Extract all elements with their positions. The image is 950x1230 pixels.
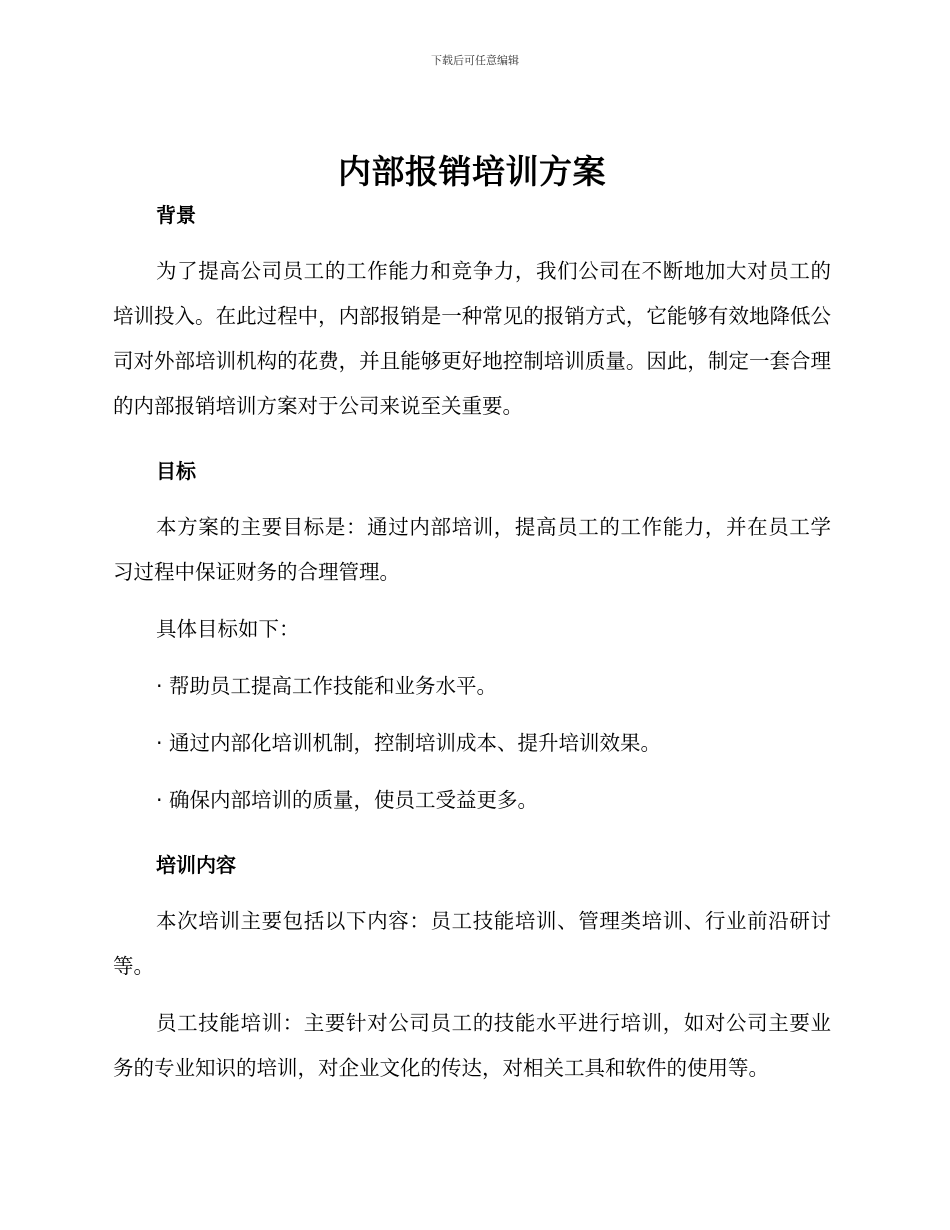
section-heading-goals: 目标 — [156, 459, 196, 483]
training-content-paragraph: 本次培训主要包括以下内容：员工技能培训、管理类培训、行业前沿研讨等。 — [113, 909, 831, 978]
header-note: 下载后可任意编辑 — [431, 54, 519, 67]
background-paragraph: 为了提高公司员工的工作能力和竞争力，我们公司在不断地加大对员工的培训投入。在此过程中，内部报销是一种常见的报销方式，它能够有效地降低公司对外部培训机构的花费，并且能够更好地控制培训质量。因此，制定一套合理的内部报销培训方案对于公司来说至关重要。 — [113, 259, 831, 418]
section-heading-background: 背景 — [156, 203, 196, 227]
document-title: 内部报销培训方案 — [338, 152, 606, 191]
goals-paragraph: 本方案的主要目标是：通过内部培训，提高员工的工作能力，并在员工学习过程中保证财务的合理管理。 — [113, 515, 831, 584]
skills-training-paragraph: 员工技能培训：主要针对公司员工的技能水平进行培训，如对公司主要业务的专业知识的培训，对企业文化的传达，对相关工具和软件的使用等。 — [113, 1011, 831, 1080]
goals-intro: 具体目标如下： — [156, 617, 300, 641]
goal-item: · 确保内部培训的质量，使员工受益更多。 — [156, 788, 539, 812]
goal-item: · 通过内部化培训机制，控制培训成本、提升培训效果。 — [156, 731, 662, 755]
section-heading-training-content: 培训内容 — [156, 853, 236, 877]
goal-item: · 帮助员工提高工作技能和业务水平。 — [156, 674, 498, 698]
document-body — [113, 150, 831, 1091]
